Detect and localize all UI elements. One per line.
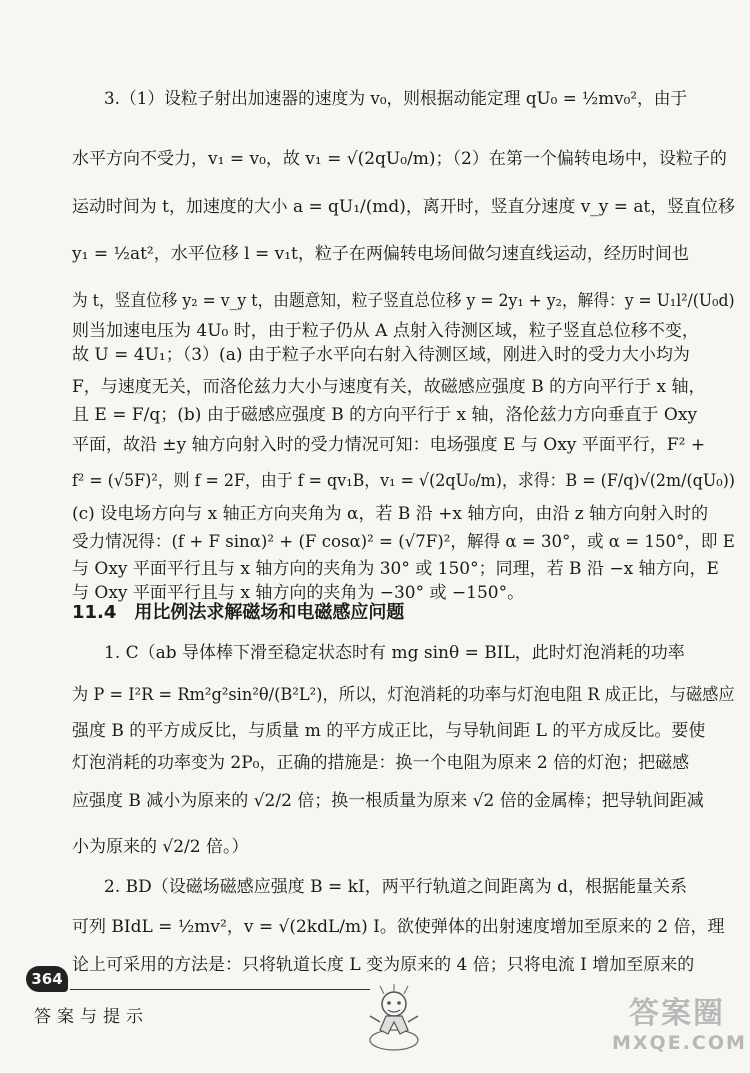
text-line-25: 论上可采用的方法是：只将轨道长度 L 变为原来的 4 倍；只将电流 I 增加至原来的 xyxy=(72,955,695,975)
text-line-17: 1. C（ab 导体棒下滑至稳定状态时有 mg sinθ = BIL，此时灯泡消耗的功率 xyxy=(104,643,685,663)
text-line-22: 小为原来的 √2/2 倍。） xyxy=(72,837,249,857)
text-line-23: 2. BD（设磁场磁感应强度 B = kI，两平行轨道之间距离为 d，根据能量关系 xyxy=(104,877,687,897)
text-line-13: 受力情况得：(f + F sinα)² + (F cosα)² = (√7F)²，解得 α = 30°，或 α = 150°，即 E xyxy=(72,532,735,552)
text-line-18: 为 P = I²R = Rm²g²sin²θ/(B²L²)，所以，灯泡消耗的功率与灯泡电阻 R 成正比，与磁感应 xyxy=(72,685,735,705)
text-line-3: 运动时间为 t，加速度的大小 a = qU₁/(md)，离开时，竖直分速度 v_y = at，竖直位移 xyxy=(72,197,735,217)
text-line-14: 与 Oxy 平面平行且与 x 轴方向的夹角为 30° 或 150°；同理，若 B 沿 −x 轴方向，E xyxy=(72,559,719,579)
page-number: 364 xyxy=(26,966,68,992)
text-line-20: 灯泡消耗的功率变为 2P₀，正确的措施是：换一个电阻为原来 2 倍的灯泡；把磁感 xyxy=(72,753,690,773)
text-line-7: 故 U = 4U₁；（3）(a) 由于粒子水平向右射入待测区域，刚进入时的受力大小均为 xyxy=(72,345,690,365)
text-line-2: 水平方向不受力，v₁ = v₀，故 v₁ = √(2qU₀/m)；（2）在第一个偏转电场中，设粒子的 xyxy=(72,149,727,169)
site-watermark: 答案圈 MXQE.COM xyxy=(612,996,747,1054)
footer-rule xyxy=(70,989,370,990)
text-line-5: 为 t，竖直位移 y₂ = v_y t，由题意知，粒子竖直总位移 y = 2y₁ + y₂，解得：y = U₁l²/(U₀d) xyxy=(72,291,735,311)
text-line-24: 可列 BIdL = ½mv²，v = √(2kdL/m) I。欲使弹体的出射速度增加至原来的 2 倍，理 xyxy=(72,917,725,937)
text-line-11: f² = (√5F)²，则 f = 2F，由于 f = qv₁B，v₁ = √(2qU₀/m)，求得：B = (F/q)√(2m/(qU₀)) xyxy=(72,471,736,491)
text-line-21: 应强度 B 减小为原来的 √2/2 倍；换一根质量为原来 √2 倍的金属棒；把导轨间距减 xyxy=(72,791,704,811)
text-line-8: F，与速度无关，而洛伦兹力大小与速度有关，故磁感应强度 B 的方向平行于 x 轴， xyxy=(72,377,706,397)
text-line-4: y₁ = ½at²，水平位移 l = v₁t，粒子在两偏转电场间做匀速直线运动，经历时间也 xyxy=(72,244,689,264)
text-line-12: (c) 设电场方向与 x 轴正方向夹角为 α，若 B 沿 +x 轴方向，由沿 z 轴方向射入时的 xyxy=(72,504,709,524)
section-heading: 11.4 用比例法求解磁场和电磁感应问题 xyxy=(72,602,405,623)
text-line-9: 且 E = F/q；(b) 由于磁感应强度 B 的方向平行于 x 轴，洛伦兹力方向垂直于 Oxy xyxy=(72,405,698,425)
mascot-icon xyxy=(362,982,426,1054)
text-line-19: 强度 B 的平方成反比，与质量 m 的平方成正比，与导轨间距 L 的平方成反比。要使 xyxy=(72,721,706,741)
text-line-1: 3.（1）设粒子射出加速器的速度为 v₀，则根据动能定理 qU₀ = ½mv₀²，由于 xyxy=(104,89,688,109)
text-line-10: 平面，故沿 ±y 轴方向射入时的受力情况可知：电场强度 E 与 Oxy 平面平行，F² + xyxy=(72,435,706,455)
footer-label: 答案与提示 xyxy=(34,1007,149,1027)
text-line-15: 与 Oxy 平面平行且与 x 轴方向的夹角为 −30° 或 −150°。 xyxy=(72,583,525,603)
text-line-6: 则当加速电压为 4U₀ 时，由于粒子仍从 A 点射入待测区域，粒子竖直总位移不变， xyxy=(72,321,699,341)
